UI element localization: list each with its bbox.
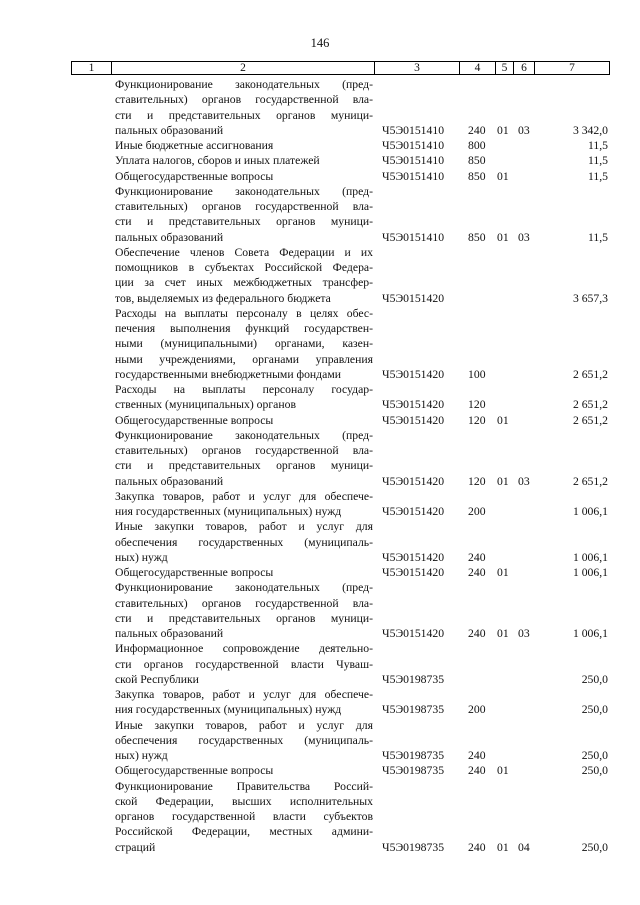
target-article-code: Ч5Э0151410 bbox=[382, 154, 445, 168]
description-line: сти и представительных органов муници- bbox=[115, 459, 373, 473]
description-line: печения выполнения функций государствен- bbox=[115, 322, 373, 335]
target-article-code: Ч5Э0198735 bbox=[382, 764, 445, 778]
target-article-code: Ч5Э0151420 bbox=[382, 398, 445, 412]
description-line: Иные закупки товаров, работ и услуг для bbox=[115, 718, 373, 732]
description-line: ской Республики bbox=[115, 672, 199, 686]
expense-type-code: 850 bbox=[468, 230, 486, 244]
expense-type-code: 100 bbox=[468, 367, 486, 381]
description-line: сти и представительных органов муници- bbox=[115, 108, 373, 122]
amount-value: 250,0 bbox=[581, 703, 608, 717]
description-line: Функционирование законодательных (пред- bbox=[115, 428, 373, 442]
expense-type-code: 240 bbox=[468, 764, 486, 778]
amount-value: 1 006,1 bbox=[572, 566, 608, 579]
description-line: государственными внебюджетными фондами bbox=[115, 367, 341, 381]
amount-value: 3 657,3 bbox=[572, 291, 608, 305]
description-line: ния государственных (муниципальных) нужд bbox=[115, 505, 342, 518]
description-line: ской Федерации, высших исполнительных bbox=[115, 794, 373, 808]
target-article-code: Ч5Э0151420 bbox=[382, 474, 445, 488]
table-row bbox=[0, 306, 640, 382]
section-code: 01 bbox=[497, 123, 509, 137]
target-article-code: Ч5Э0151410 bbox=[382, 230, 445, 244]
subsection-code: 03 bbox=[518, 123, 530, 137]
header-col-1: 1 bbox=[72, 62, 112, 74]
amount-value: 11,5 bbox=[587, 154, 608, 168]
amount-value: 11,5 bbox=[587, 230, 608, 244]
expense-type-code: 240 bbox=[468, 550, 486, 564]
table-row bbox=[0, 138, 640, 153]
table-row bbox=[0, 184, 640, 245]
expense-type-code: 120 bbox=[468, 474, 486, 488]
description-line: ных) нужд bbox=[115, 749, 168, 762]
description-line: Общегосударственные вопросы bbox=[115, 413, 274, 427]
description-line: ния государственных (муниципальных) нужд bbox=[115, 703, 342, 717]
description-line: обеспечения государственных (муниципаль- bbox=[115, 733, 373, 747]
description-line: ставительных) органов государственной вла- bbox=[115, 444, 373, 457]
header-col-2: 2 bbox=[112, 62, 375, 74]
amount-value: 11,5 bbox=[587, 139, 608, 152]
target-article-code: Ч5Э0198735 bbox=[382, 840, 445, 854]
amount-value: 250,0 bbox=[581, 749, 608, 762]
section-code: 01 bbox=[497, 474, 509, 488]
target-article-code: Ч5Э0151420 bbox=[382, 291, 445, 305]
table-row bbox=[0, 718, 640, 764]
table-header bbox=[71, 61, 610, 75]
description-line: Функционирование законодательных (пред- bbox=[115, 581, 373, 595]
target-article-code: Ч5Э0198735 bbox=[382, 703, 445, 717]
section-code: 01 bbox=[497, 627, 509, 640]
description-line: пальных образований bbox=[115, 230, 224, 244]
expense-type-code: 850 bbox=[468, 154, 486, 168]
section-code: 01 bbox=[497, 840, 509, 854]
table-row bbox=[0, 245, 640, 306]
amount-value: 250,0 bbox=[581, 764, 608, 778]
description-line: Информационное сопровождение деятельно- bbox=[115, 642, 373, 656]
section-code: 01 bbox=[497, 169, 509, 183]
description-line: помощников в субъектах Российской Федера- bbox=[115, 261, 373, 274]
table-row bbox=[0, 489, 640, 520]
description-line: Общегосударственные вопросы bbox=[115, 169, 274, 183]
description-line: ции за счет иных межбюджетных трансфер- bbox=[115, 276, 373, 290]
header-col-7: 7 bbox=[569, 62, 575, 74]
description-line: Расходы на выплаты персоналу в целях обес- bbox=[115, 306, 373, 320]
subsection-code: 04 bbox=[518, 840, 530, 854]
description-line: ставительных) органов государственной вла- bbox=[115, 200, 373, 213]
description-line: Иные закупки товаров, работ и услуг для bbox=[115, 520, 373, 534]
header-col-6: 6 bbox=[514, 62, 535, 74]
amount-value: 2 651,2 bbox=[572, 367, 608, 381]
target-article-code: Ч5Э0151420 bbox=[382, 550, 445, 564]
amount-value: 2 651,2 bbox=[572, 398, 608, 412]
amount-value: 3 342,0 bbox=[572, 123, 608, 137]
description-line: Функционирование законодательных (пред- bbox=[115, 184, 373, 198]
target-article-code: Ч5Э0151420 bbox=[382, 627, 445, 640]
table-row bbox=[0, 580, 640, 641]
expense-type-code: 120 bbox=[468, 398, 486, 412]
description-line: Функционирование законодательных (пред- bbox=[115, 78, 373, 91]
amount-value: 2 651,2 bbox=[572, 474, 608, 488]
amount-value: 250,0 bbox=[581, 672, 608, 686]
table-body bbox=[0, 77, 640, 855]
section-code: 01 bbox=[497, 413, 509, 427]
target-article-code: Ч5Э0151420 bbox=[382, 367, 445, 381]
expense-type-code: 240 bbox=[468, 840, 486, 854]
description-line: Обеспечение членов Совета Федерации и их bbox=[115, 245, 373, 259]
expense-type-code: 800 bbox=[468, 139, 486, 152]
table-row bbox=[0, 382, 640, 413]
table-row bbox=[0, 687, 640, 718]
expense-type-code: 240 bbox=[468, 566, 486, 579]
table-row bbox=[0, 641, 640, 687]
table-row bbox=[0, 565, 640, 580]
subsection-code: 03 bbox=[518, 230, 530, 244]
description-line: Закупка товаров, работ и услуг для обеспече- bbox=[115, 688, 373, 701]
description-line: Общегосударственные вопросы bbox=[115, 566, 274, 579]
target-article-code: Ч5Э0151420 bbox=[382, 505, 445, 518]
table-row bbox=[0, 779, 640, 855]
target-article-code: Ч5Э0151410 bbox=[382, 123, 445, 137]
table-row bbox=[0, 763, 640, 778]
table-row bbox=[0, 77, 640, 138]
target-article-code: Ч5Э0198735 bbox=[382, 672, 445, 686]
amount-value: 250,0 bbox=[581, 840, 608, 854]
description-line: Расходы на выплаты персоналу государ- bbox=[115, 383, 373, 396]
expense-type-code: 200 bbox=[468, 505, 486, 518]
amount-value: 1 006,1 bbox=[572, 505, 608, 518]
description-line: пальных образований bbox=[115, 474, 224, 488]
target-article-code: Ч5Э0151410 bbox=[382, 169, 445, 183]
description-line: Российской Федерации, местных админи- bbox=[115, 825, 373, 839]
amount-value: 11,5 bbox=[587, 169, 608, 183]
section-code: 01 bbox=[497, 230, 509, 244]
description-line: ных) нужд bbox=[115, 550, 168, 564]
amount-value: 2 651,2 bbox=[572, 413, 608, 427]
header-col-3: 3 bbox=[375, 62, 460, 74]
expense-type-code: 240 bbox=[468, 627, 486, 640]
description-line: Уплата налогов, сборов и иных платежей bbox=[115, 154, 320, 168]
description-line: Функционирование Правительства Россий- bbox=[115, 779, 373, 793]
header-col-4: 4 bbox=[460, 62, 496, 74]
table-row bbox=[0, 519, 640, 565]
table-row bbox=[0, 428, 640, 489]
description-line: ственных (муниципальных) органов bbox=[115, 398, 296, 412]
expense-type-code: 850 bbox=[468, 169, 486, 183]
description-line: Иные бюджетные ассигнования bbox=[115, 139, 274, 152]
description-line: Закупка товаров, работ и услуг для обеспече- bbox=[115, 489, 373, 503]
description-line: страций bbox=[115, 840, 156, 854]
subsection-code: 03 bbox=[518, 627, 530, 640]
description-line: тов, выделяемых из федерального бюджета bbox=[115, 291, 331, 305]
table-row bbox=[0, 169, 640, 184]
target-article-code: Ч5Э0151410 bbox=[382, 139, 445, 152]
target-article-code: Ч5Э0198735 bbox=[382, 749, 445, 762]
description-line: ными учреждениями, органами управления bbox=[115, 352, 373, 366]
section-code: 01 bbox=[497, 566, 509, 579]
description-line: пальных образований bbox=[115, 627, 224, 640]
section-code: 01 bbox=[497, 764, 509, 778]
subsection-code: 03 bbox=[518, 474, 530, 488]
description-line: ставительных) органов государственной вла- bbox=[115, 596, 373, 610]
table-row bbox=[0, 413, 640, 428]
description-line: сти и представительных органов муници- bbox=[115, 611, 373, 625]
description-line: сти органов государственной власти Чуваш- bbox=[115, 657, 373, 671]
amount-value: 1 006,1 bbox=[572, 627, 608, 640]
table-row bbox=[0, 153, 640, 168]
description-line: пальных образований bbox=[115, 123, 224, 137]
expense-type-code: 240 bbox=[468, 749, 486, 762]
description-line: ставительных) органов государственной вла- bbox=[115, 93, 373, 107]
description-line: Общегосударственные вопросы bbox=[115, 764, 274, 778]
expense-type-code: 240 bbox=[468, 123, 486, 137]
description-line: ными (муниципальными) органами, казен- bbox=[115, 337, 373, 351]
expense-type-code: 200 bbox=[468, 703, 486, 717]
description-line: сти и представительных органов муници- bbox=[115, 215, 373, 229]
header-col-5: 5 bbox=[496, 62, 514, 74]
page-number: 146 bbox=[310, 36, 330, 50]
description-line: органов государственной власти субъектов bbox=[115, 810, 373, 823]
description-line: обеспечения государственных (муниципаль- bbox=[115, 535, 373, 549]
target-article-code: Ч5Э0151420 bbox=[382, 566, 445, 579]
expense-type-code: 120 bbox=[468, 413, 486, 427]
amount-value: 1 006,1 bbox=[572, 550, 608, 564]
target-article-code: Ч5Э0151420 bbox=[382, 413, 445, 427]
